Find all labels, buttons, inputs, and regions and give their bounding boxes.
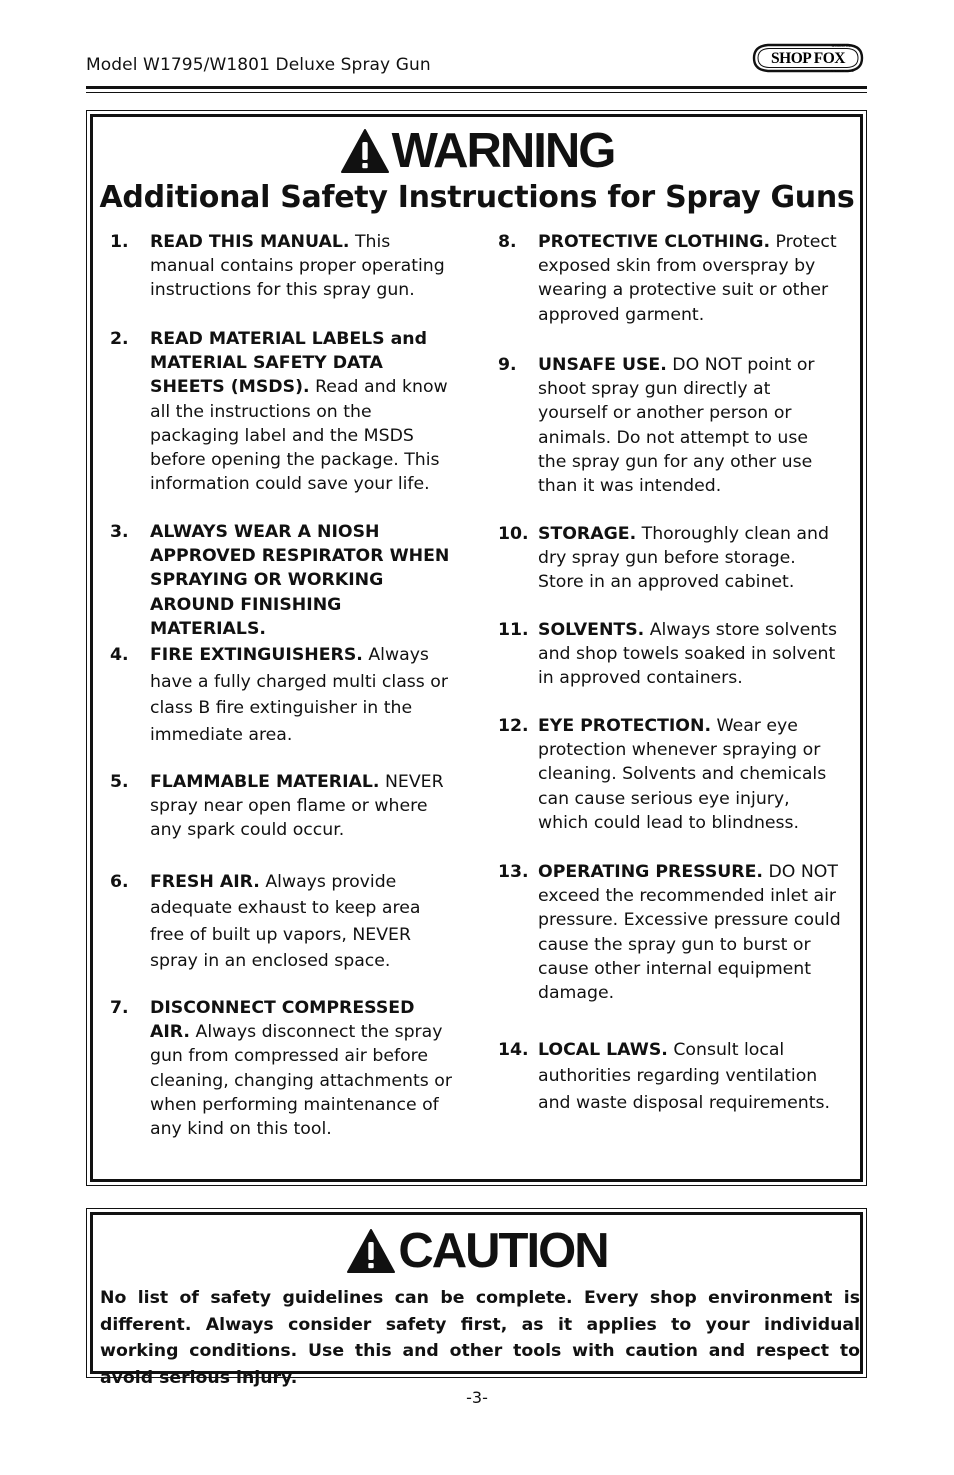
item-label: READ THIS MANUAL.: [150, 232, 350, 252]
item-label: LOCAL LAWS.: [538, 1040, 668, 1060]
item-number: 5.: [110, 772, 129, 792]
item-number: 2.: [110, 329, 129, 349]
page-number: -3-: [466, 1388, 488, 1407]
caution-banner-label: CAUTION: [398, 1223, 608, 1278]
item-number: 8.: [498, 232, 517, 252]
item-text: Always have a fully charged multi class or class B fire extinguisher in the immediate area.: [150, 645, 448, 745]
shop-fox-logo: [748, 38, 868, 78]
item-number: 13.: [498, 862, 529, 882]
warning-triangle-icon: [340, 128, 390, 174]
item-text: Thoroughly clean and dry spray gun before storage. Store in an approved cabinet.: [538, 524, 829, 593]
header-rule-thin: [86, 92, 867, 93]
caution-banner: [90, 1222, 864, 1280]
item-label: DISCONNECT COMPRESSED AIR.: [150, 998, 415, 1043]
item-number: 7.: [110, 998, 129, 1018]
item-label: PROTECTIVE CLOTHING.: [538, 232, 771, 252]
item-number: 14.: [498, 1040, 529, 1060]
item-label: UNSAFE USE.: [538, 355, 667, 375]
header-rule: [86, 86, 867, 89]
caution-triangle-icon: [346, 1228, 396, 1274]
item-text: Read and know all the instructions on the packaging label and the MSDS before opening the package. This information could save your life.: [150, 377, 448, 495]
item-label: STORAGE.: [538, 524, 637, 544]
item-number: 4.: [110, 645, 129, 665]
item-text: DO NOT exceed the recommended inlet air pressure. Excessive pressure could cause the spray gun to burst or cause other internal equipment damage.: [538, 862, 841, 1004]
warning-banner: [90, 122, 864, 180]
warning-banner-label: WARNING: [391, 123, 615, 178]
logo-top-text: WOODSTOCK: [831, 44, 853, 48]
item-label: FLAMMABLE MATERIAL.: [150, 772, 380, 792]
item-label: OPERATING PRESSURE.: [538, 862, 763, 882]
item-label: READ MATERIAL LABELS and MATERIAL SAFETY DATA SHEETS (MSDS).: [150, 329, 427, 398]
warning-heading: Additional Safety Instructions for Spray Guns: [99, 180, 855, 215]
item-label: FIRE EXTINGUISHERS.: [150, 645, 363, 665]
item-number: 12.: [498, 716, 529, 736]
item-text: NEVER spray near open flame or where any spark could occur.: [150, 772, 444, 841]
item-text: DO NOT point or shoot spray gun directly at yourself or another person or animals. Do not attempt to use the spray gun for any other use than it was intended.: [538, 355, 815, 497]
item-number: 1.: [110, 232, 129, 252]
item-number: 3.: [110, 522, 129, 542]
logo-bottom-text: INTERNATIONAL: [830, 69, 854, 73]
item-label: ALWAYS WEAR A NIOSH APPROVED RESPIRATOR WHEN SPRAYING OR WORKING AROUND FINISHING MATERIALS.: [150, 522, 450, 639]
item-label: SOLVENTS.: [538, 620, 645, 640]
item-number: 10.: [498, 524, 529, 544]
logo-text: SHOP FOX: [771, 50, 845, 67]
caution-text: No list of safety guidelines can be complete. Every shop environment is different. Always consider safety first, as it applies to your individual working conditions. Use this and other tools with caution and respect to avoid serious injury.: [100, 1288, 860, 1388]
item-text: Always provide adequate exhaust to keep area free of built up vapors, NEVER spray in an enclosed space.: [150, 872, 421, 971]
item-text: Protect exposed skin from overspray by wearing a protective suit or other approved garment.: [538, 232, 837, 325]
item-text: Always store solvents and shop towels soaked in solvent in approved containers.: [538, 620, 837, 689]
item-text: Consult local authorities regarding ventilation and waste disposal requirements.: [538, 1040, 830, 1113]
item-text: Wear eye protection whenever spraying or cleaning. Solvents and chemicals can cause serious eye injury, which could lead to blindness.: [538, 716, 827, 833]
item-number: 6.: [110, 872, 129, 892]
item-number: 11.: [498, 620, 529, 640]
item-number: 9.: [498, 355, 517, 375]
document-model-title: Model W1795/W1801 Deluxe Spray Gun: [86, 55, 431, 75]
item-label: EYE PROTECTION.: [538, 716, 712, 736]
item-label: FRESH AIR.: [150, 872, 260, 892]
item-text: This manual contains proper operating instructions for this spray gun.: [150, 232, 445, 301]
item-text: Always disconnect the spray gun from compressed air before cleaning, changing attachments or when performing maintenance of any kind on this tool.: [150, 1022, 452, 1140]
